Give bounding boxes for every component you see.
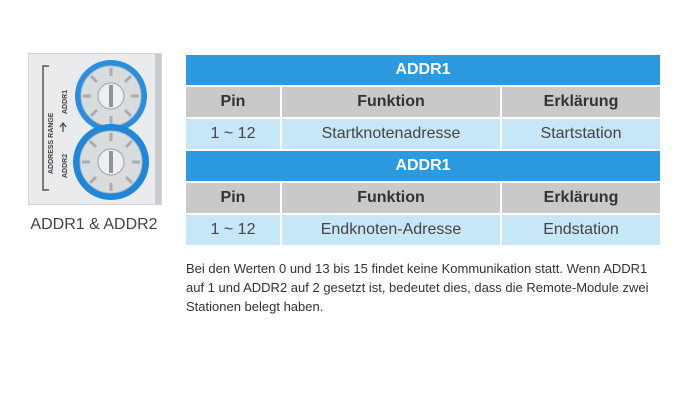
header-funktion: Funktion xyxy=(281,182,501,214)
addr2-dial xyxy=(73,124,149,200)
cell-erklaerung: Endstation xyxy=(501,214,661,246)
header-erklaerung: Erklärung xyxy=(501,182,661,214)
addr-table-1 xyxy=(184,53,662,247)
cell-funktion: Startknotenadresse xyxy=(281,118,501,150)
addr1-dial-label: ADDR1 xyxy=(62,89,69,114)
table-row xyxy=(185,214,661,246)
photo-caption: ADDR1 & ADDR2 xyxy=(30,216,158,233)
note-paragraph: Bei den Werten 0 und 13 bis 15 findet keine Kommunikation statt. Wenn ADDR1 auf 1 und ADDR2 auf 2 gesetzt ist, bedeutet dies, dass die Remote-Module zwei Stationen belegt haben. xyxy=(186,261,649,314)
header-pin: Pin xyxy=(185,182,281,214)
addr1-dial xyxy=(75,60,147,132)
rotary-dials-graphic xyxy=(29,54,161,204)
cell-pin: 1 ~ 12 xyxy=(185,214,281,246)
addr2-dial-label: ADDR2 xyxy=(62,153,69,178)
address-range-label: ADDRESS RANGE xyxy=(48,112,55,174)
cell-erklaerung: Startstation xyxy=(501,118,661,150)
header-funktion: Funktion xyxy=(281,86,501,118)
table-title: ADDR1 xyxy=(185,54,661,86)
address-tables xyxy=(184,53,662,247)
cell-pin: 1 ~ 12 xyxy=(185,118,281,150)
header-erklaerung: Erklärung xyxy=(501,86,661,118)
address-dial-photo xyxy=(28,53,162,205)
header-pin: Pin xyxy=(185,86,281,118)
table-row xyxy=(185,118,661,150)
cell-funktion: Endknoten-Adresse xyxy=(281,214,501,246)
table-title: ADDR1 xyxy=(185,150,661,182)
